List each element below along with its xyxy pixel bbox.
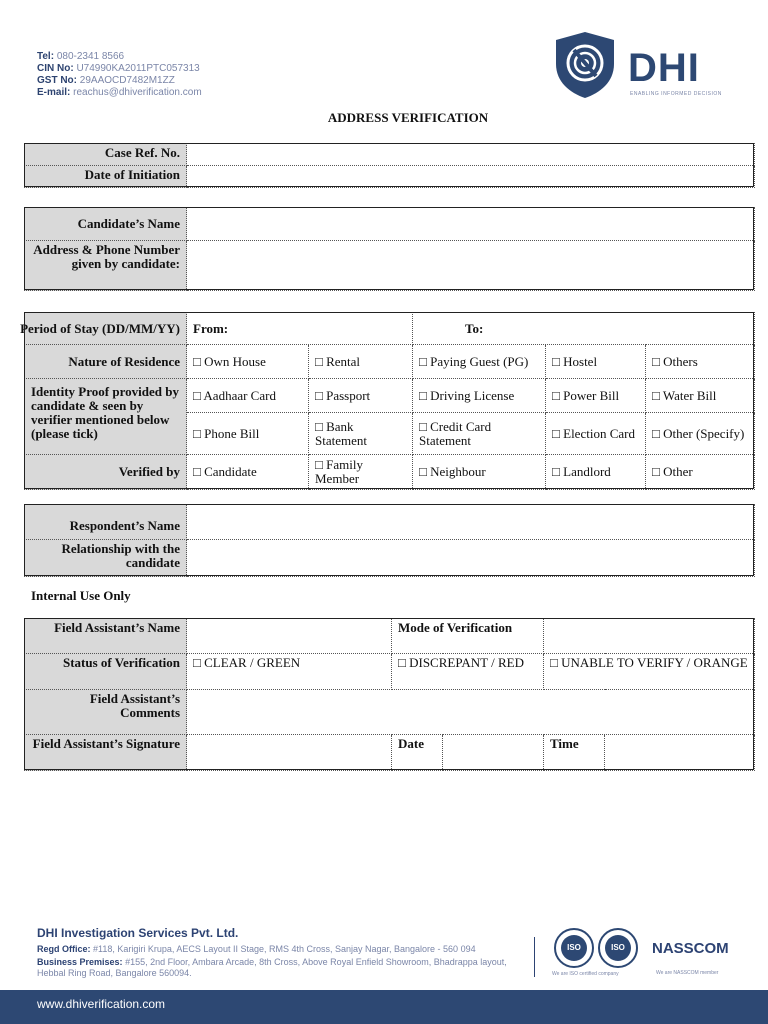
document-title: ADDRESS VERIFICATION: [327, 110, 489, 125]
status-unable-option[interactable]: □ UNABLE TO VERIFY / ORANGE: [544, 654, 755, 690]
checkbox-icon[interactable]: □: [652, 464, 660, 479]
checkbox-icon[interactable]: □: [398, 655, 406, 670]
id-bank-statement-option[interactable]: □ Bank Statement: [309, 413, 413, 455]
iso-caption: We are ISO certified company: [552, 971, 619, 977]
checkbox-icon[interactable]: □: [193, 425, 201, 441]
internal-table: [24, 618, 755, 771]
checkbox-icon[interactable]: □: [552, 353, 560, 369]
checkbox-icon[interactable]: □: [552, 425, 560, 441]
contact-email: E-mail: reachus@dhiverification.com: [37, 87, 202, 98]
verified-by-label: Verified by: [25, 455, 187, 490]
id-credit-card-option[interactable]: □ Credit Card Statement: [413, 413, 546, 455]
date-initiation-field[interactable]: [187, 166, 755, 188]
checkbox-icon[interactable]: □: [315, 353, 323, 369]
stay-to-field[interactable]: [413, 313, 755, 345]
fa-signature-label: Field Assistant’s Signature: [25, 735, 187, 771]
identity-proof-label: Identity Proof provided by candidate & seen by verifier mentioned below (please tick): [25, 379, 187, 455]
status-clear-option[interactable]: □ CLEAR / GREEN: [187, 654, 392, 690]
id-other-specify-option[interactable]: □ Other (Specify): [646, 413, 755, 455]
nature-residence-label: Nature of Residence: [25, 345, 187, 379]
stay-to-label: To:: [465, 320, 484, 336]
nasscom-caption: We are NASSCOM member: [656, 970, 719, 976]
id-power-bill-option[interactable]: □ Power Bill: [546, 379, 646, 413]
date-field[interactable]: [443, 735, 544, 771]
checkbox-icon[interactable]: □: [419, 387, 427, 403]
checkbox-icon[interactable]: □: [552, 464, 560, 479]
nature-own-house-option[interactable]: □ Own House: [187, 345, 309, 379]
residence-table: [20, 312, 755, 490]
checkbox-icon[interactable]: □: [193, 353, 201, 369]
id-driving-license-option[interactable]: □ Driving License: [413, 379, 546, 413]
verified-family-option[interactable]: □ Family Member: [309, 455, 413, 490]
time-label: Time: [544, 735, 605, 771]
checkbox-icon[interactable]: □: [315, 418, 323, 434]
checkbox-icon[interactable]: □: [315, 387, 323, 403]
nature-rental-option[interactable]: □ Rental: [309, 345, 413, 379]
respondent-name-field[interactable]: [187, 505, 755, 540]
footer-company-name: DHI Investigation Services Pvt. Ltd.: [37, 926, 239, 940]
checkbox-icon[interactable]: □: [550, 655, 558, 670]
id-water-bill-option[interactable]: □ Water Bill: [646, 379, 755, 413]
candidate-address-field[interactable]: [187, 241, 755, 291]
nature-hostel-option[interactable]: □ Hostel: [546, 345, 646, 379]
nature-others-option[interactable]: □ Others: [646, 345, 755, 379]
candidate-name-label: Candidate’s Name: [25, 208, 187, 241]
mode-verification-label: Mode of Verification: [392, 619, 544, 654]
verified-candidate-option[interactable]: □ Candidate: [187, 455, 309, 490]
status-discrepant-option[interactable]: □ DISCREPANT / RED: [392, 654, 544, 690]
case-table: [24, 143, 755, 188]
contact-tel: Tel: 080-2341 8566: [37, 51, 125, 62]
checkbox-icon[interactable]: □: [652, 425, 660, 441]
fa-comments-field[interactable]: [187, 690, 755, 735]
contact-block: [37, 51, 202, 99]
stay-from-field[interactable]: [187, 313, 413, 345]
relationship-label: Relationship with the candidate: [25, 540, 187, 577]
checkbox-icon[interactable]: □: [552, 387, 560, 403]
checkbox-icon[interactable]: □: [419, 464, 427, 479]
status-verification-label: Status of Verification: [25, 654, 187, 690]
checkbox-icon[interactable]: □: [315, 457, 323, 472]
footer-addresses: [37, 944, 527, 979]
id-election-card-option[interactable]: □ Election Card: [546, 413, 646, 455]
fa-name-field[interactable]: [187, 619, 392, 654]
footer-divider: [534, 937, 535, 977]
time-field[interactable]: [605, 735, 755, 771]
case-ref-field[interactable]: [187, 144, 755, 166]
website-link[interactable]: www.dhiverification.com: [37, 997, 166, 1011]
checkbox-icon[interactable]: □: [419, 418, 427, 434]
id-passport-option[interactable]: □ Passport: [309, 379, 413, 413]
footer-regd-office: Regd Office: #118, Karigiri Krupa, AECS Layout II Stage, RMS 4th Cross, Sanjay Nagar, Bangalore - 560 094: [37, 944, 476, 954]
fa-name-label: Field Assistant’s Name: [25, 619, 187, 654]
checkbox-icon[interactable]: □: [652, 387, 660, 403]
logo-wordmark: DHI: [628, 46, 700, 90]
checkbox-icon[interactable]: □: [419, 353, 427, 369]
period-of-stay-label: Period of Stay (DD/MM/YY): [25, 313, 187, 345]
shield-logo-icon: [552, 30, 618, 100]
logo-tagline: ENABLING INFORMED DECISION: [630, 91, 722, 97]
date-initiation-label: Date of Initiation: [25, 166, 187, 188]
company-logo: [552, 30, 742, 100]
checkbox-icon[interactable]: □: [193, 464, 201, 479]
case-ref-label: Case Ref. No.: [25, 144, 187, 166]
candidate-address-label: Address & Phone Number given by candidate:: [25, 241, 187, 291]
fa-signature-field[interactable]: [187, 735, 392, 771]
relationship-field[interactable]: [187, 540, 755, 577]
id-phone-bill-option[interactable]: □ Phone Bill: [187, 413, 309, 455]
footer-bar: [0, 990, 768, 1024]
internal-use-heading: Internal Use Only: [31, 588, 131, 603]
stay-from-label: From:: [193, 320, 229, 336]
iso-badge-icon: ISO: [554, 928, 594, 968]
respondent-table: [24, 504, 755, 577]
footer-business-premises: Business Premises: #155, 2nd Floor, Ambara Arcade, 8th Cross, Above Royal Enfield Showroom, Bhadrappa layout, Hebbal Ring Road, Bangalore 560094.: [37, 957, 507, 978]
contact-gst: GST No: 29AAOCD7482M1ZZ: [37, 75, 175, 86]
verified-other-option[interactable]: □ Other: [646, 455, 755, 490]
verified-landlord-option[interactable]: □ Landlord: [546, 455, 646, 490]
candidate-name-field[interactable]: [187, 208, 755, 241]
respondent-name-label: Respondent’s Name: [25, 505, 187, 540]
id-aadhaar-option[interactable]: □ Aadhaar Card: [187, 379, 309, 413]
checkbox-icon[interactable]: □: [652, 353, 660, 369]
checkbox-icon[interactable]: □: [193, 655, 201, 670]
mode-verification-field[interactable]: [544, 619, 755, 654]
date-label: Date: [392, 735, 443, 771]
iso-badge-icon: ISO: [598, 928, 638, 968]
candidate-table: [24, 207, 755, 291]
verified-neighbour-option[interactable]: □ Neighbour: [413, 455, 546, 490]
fa-comments-label: Field Assistant’s Comments: [25, 690, 187, 735]
nasscom-logo: NASSCOM: [652, 940, 729, 957]
contact-cin: CIN No: U74990KA2011PTC057313: [37, 63, 200, 74]
checkbox-icon[interactable]: □: [193, 387, 201, 403]
nature-pg-option[interactable]: □ Paying Guest (PG): [413, 345, 546, 379]
